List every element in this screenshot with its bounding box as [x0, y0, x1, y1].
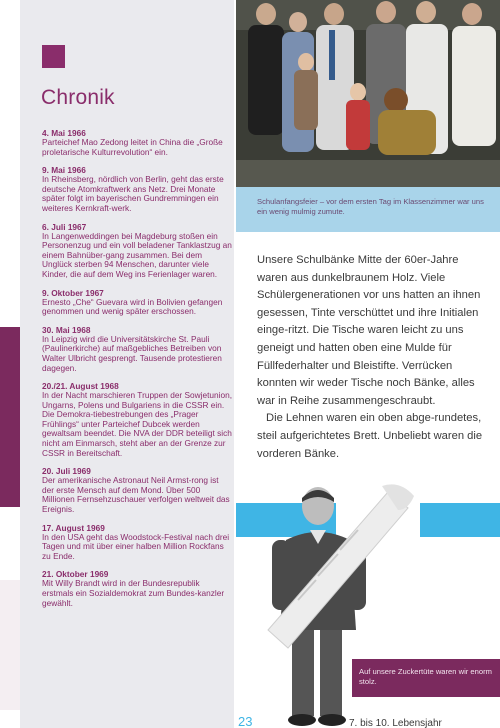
photo-caption-top — [236, 187, 500, 232]
entry-text: Der amerikanische Astronaut Neil Armst-rong ist der erste Mensch auf dem Mond. Über 500 Millionen Fernsehzuschauer verfolgen weltweit das Ereignis. — [42, 475, 230, 515]
chronik-marker — [42, 45, 65, 68]
school-start-photo — [236, 0, 500, 187]
decor-cyan-bar — [420, 503, 500, 537]
entry-text: Ernesto „Che“ Guevara wird in Bolivien gefangen genommen und wenig später erschossen. — [42, 296, 223, 317]
entry-date: 4. Mai 1966 — [42, 128, 86, 138]
chronik-title: Chronik — [41, 86, 115, 109]
entry-date: 17. August 1969 — [42, 522, 105, 533]
entry-text: In den USA geht das Woodstock-Festival nach drei Tagen und mit über einer halben Million Rockfans zu Ende. — [42, 531, 230, 561]
entry-date: 20. Juli 1969 — [42, 466, 91, 477]
chronik-entry — [42, 222, 232, 280]
chronik-entry — [42, 381, 232, 458]
chronik-list — [42, 128, 232, 616]
entry-date: 6. Juli 1967 — [42, 221, 87, 232]
edge-color-bar — [0, 327, 20, 507]
page-number: 23 — [238, 714, 253, 728]
section-label: 7. bis 10. Lebensjahr — [349, 718, 442, 728]
entry-date: 9. Mai 1966 — [42, 165, 86, 176]
entry-date: 9. Oktober 1967 — [42, 287, 104, 298]
chronik-entry — [42, 325, 232, 373]
caption-text: Schulanfangsfeier – vor dem ersten Tag im Klassenzimmer war uns ein wenig mulmig zumute. — [257, 197, 484, 216]
article-paragraph: Die Lehnen waren ein oben abge-rundetes, steil aufgerichtetes Brett. Unbeliebt waren die vorderen Bänke. — [257, 412, 483, 460]
chronik-entry — [42, 288, 232, 317]
chronik-entry — [42, 569, 232, 608]
entry-text: In Rheinsberg, nördlich von Berlin, geht das erste deutsche Atomkraftwerk ans Netz. Drei Monate später folgt im bayerischen Gundremmingen ein weiteres Kernkraft-werk. — [42, 174, 224, 213]
entry-date: 30. Mai 1968 — [42, 324, 91, 335]
entry-text: Parteichef Mao Zedong leitet in China die „Große proletarische Kulturrevolution“ ein. — [42, 137, 223, 157]
caption-text: Auf unsere Zuckertüte waren wir enorm stolz. — [359, 667, 492, 686]
chronik-entry — [42, 523, 232, 562]
entry-date: 20./21. August 1968 — [42, 381, 119, 392]
entry-text: In Langenweddingen bei Magdeburg stoßen ein Personenzug und ein voll beladener Tanklastzug an einem Bahnüber-gang zusammen. Bei dem Unglück sterben 94 Menschen, darunter viele Kinder, die auf dem Weg ins Ferienlager waren. — [42, 230, 232, 279]
entry-date: 21. Oktober 1969 — [42, 569, 109, 580]
photo-caption-bottom — [352, 659, 500, 697]
group-photo-illustration — [236, 0, 500, 187]
chronik-entry — [42, 165, 232, 213]
entry-text: In Leipzig wird die Universitätskirche St. Pauli (Paulinerkirche) auf maßgebliches Betreiben von Walter Ulbricht gesprengt. Tausende protestieren dagegen. — [42, 333, 222, 373]
chronik-entry — [42, 466, 232, 514]
edge-light-bar — [0, 580, 20, 710]
entry-text: Mit Willy Brandt wird in der Bundesrepublik erstmals ein Sozialdemokrat zum Bundes-kanzler gewählt. — [42, 578, 225, 608]
chronik-entry — [42, 128, 232, 157]
article-body — [257, 252, 485, 463]
article-paragraph: Unsere Schulbänke Mitte der 60er-Jahre waren aus dunkelbraunem Holz. Viele Schülergenerationen vor uns hatten an ihnen gesessen, Tinte verschüttet und ihre Initialen einge-ritzt. Die Tische waren leicht zu uns geneigt und hatten oben eine Mulde für Füllfederhalter und Bleistifte. Verrücken konnten wir weder Tische noch Bänke, alles war in Reihe zusammengeschraubt. — [257, 254, 481, 407]
entry-text: In der Nacht marschieren Truppen der Sowjetunion, Ungarns, Polens und Bulgariens in die CSSR ein. Die Demokra-tiebestrebungen des „Prager Frühlings“ unter Parteichef Dubcek werden gewaltsam beendet. Die NVA der DDR beteiligt sich nicht am Einmarsch, steht aber an der Grenze zur CSSR in Bereitschaft. — [42, 390, 233, 458]
